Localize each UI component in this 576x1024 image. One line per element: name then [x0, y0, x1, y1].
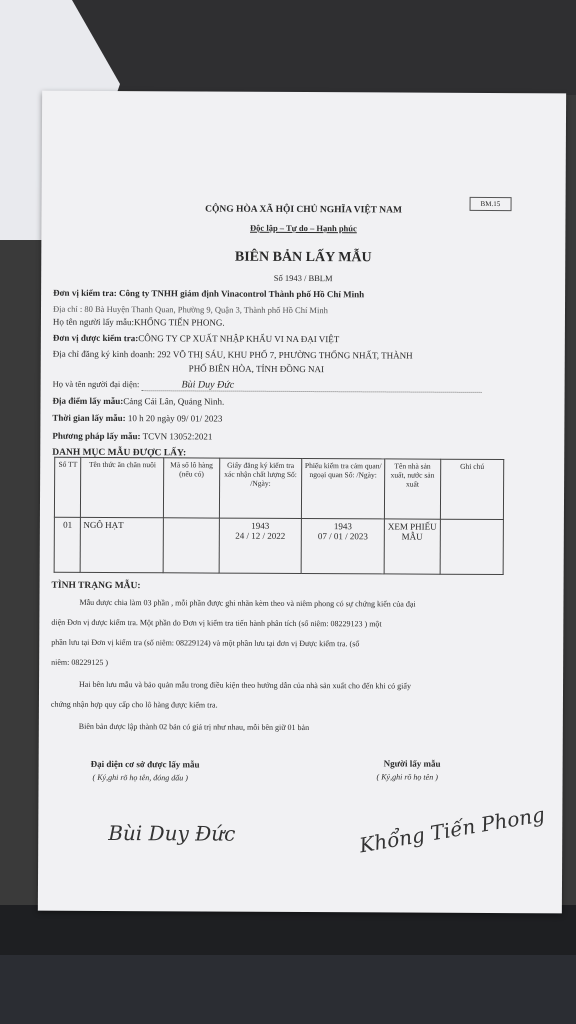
sampler-line: [53, 317, 225, 328]
left-signature-title: Đại diện cơ sở được lấy mẫu: [90, 758, 200, 770]
col-header-inspection: Phiếu kiểm tra cảm quan/ ngoại quan Số: /Ngày:: [302, 458, 385, 518]
sampler-label: Họ tên người lấy mẫu:: [52, 316, 135, 328]
sample-list-title: DANH MỤC MẪU ĐƯỢC LẤY:: [52, 447, 187, 459]
cell-producer: XEM PHIẾU MẪU: [384, 519, 440, 574]
time-label: Thời gian lấy mẫu:: [52, 412, 126, 424]
cell-note: [440, 519, 503, 574]
place-value: Cảng Cái Lân, Quảng Ninh.: [123, 396, 225, 407]
col-header-name: Tên thức ăn chăn nuôi: [81, 457, 164, 517]
motto: Độc lập – Tự do – Hạnh phúc: [250, 222, 357, 234]
method-line: [52, 431, 212, 442]
status-paragraph-1: [51, 593, 531, 676]
representative-line: [53, 379, 473, 393]
table-row: [54, 517, 503, 574]
right-signature-note: ( Ký,ghi rõ họ tên ): [376, 772, 438, 782]
registration-number: 1943: [251, 520, 270, 531]
cell-registration: [219, 518, 302, 573]
left-signature-note: ( Ký,ghi rõ họ tên, đóng dấu ): [92, 772, 188, 783]
time-value: 10 h 20 ngày 09/ 01/ 2023: [127, 413, 223, 424]
method-label: Phương pháp lấy mẫu:: [52, 430, 141, 442]
place-label: Địa điểm lấy mẫu:: [52, 395, 124, 407]
right-signature-title: Người lấy mẫu: [383, 758, 441, 769]
status-paragraph-2: [51, 675, 531, 718]
status-line-1: Mẫu được chia làm 03 phần , mỗi phần được ghi nhãn kèm theo và niêm phong có sự chứng kiến của đại: [79, 597, 416, 609]
representative-handwriting: Bùi Duy Đức: [141, 379, 481, 393]
col-header-registration: Giấy đăng ký kiểm tra xác nhận chất lượng Số: /Ngày:: [219, 458, 302, 518]
document-title: BIÊN BẢN LẤY MẪU: [234, 249, 372, 266]
right-signature-name: Khổng Tiến Phong: [357, 802, 547, 858]
inspected-label: Đơn vị được kiểm tra:: [52, 332, 139, 344]
col-header-lot: Mã số lô hàng (nếu có): [164, 458, 220, 518]
document-page: [38, 91, 566, 914]
cell-inspection: [301, 518, 384, 573]
cell-name: NGÔ HẠT: [81, 517, 164, 572]
inspector-label: Đơn vị kiểm tra:: [53, 287, 117, 299]
background-floor: [0, 955, 576, 1024]
table-header-row: [54, 457, 503, 519]
col-header-stt: Số TT: [54, 457, 81, 517]
status-line-4: niêm: 08229125 ): [51, 657, 109, 667]
inspector-address: Địa chỉ : 80 Bà Huyện Thanh Quan, Phường 9, Quận 3, Thành phố Hồ Chí Minh: [52, 303, 328, 316]
inspector-line: [53, 288, 364, 300]
inspected-address-line: [53, 349, 413, 361]
storage-line-2: chứng nhận hợp quy cấp cho lô hàng được kiểm tra.: [50, 699, 218, 710]
method-value: TCVN 13052:2021: [142, 431, 213, 442]
copies-note: Biên bản được lập thành 02 bản có giá trị như nhau, mỗi bên giữ 01 bản: [78, 721, 310, 733]
document-number: Số 1943 / BBLM: [273, 272, 333, 284]
status-title: TÌNH TRẠNG MẪU:: [51, 580, 141, 592]
form-code: BM.15: [470, 197, 512, 211]
representative-label: Họ và tên người đại diện:: [52, 378, 140, 390]
time-line: [52, 413, 222, 424]
inspected-value: CÔNG TY CP XUẤT NHẬP KHẨU VI NA ĐẠI VIỆT: [138, 333, 340, 345]
inspection-number: 1943: [333, 521, 352, 532]
sample-table: [54, 457, 505, 575]
sampler-name: KHỔNG TIẾN PHONG.: [134, 317, 225, 328]
address-label: Địa chỉ đăng ký kinh doanh:: [52, 348, 156, 360]
registration-date: 24 / 12 / 2022: [235, 530, 286, 541]
status-line-3: phần lưu tại Đơn vị kiểm tra (số niêm: 08229124) và một phần lưu tại đơn vị Được kiểm tra. (số: [51, 637, 360, 649]
cell-stt: 01: [54, 517, 81, 572]
place-line: [53, 396, 225, 407]
inspector-value: Công ty TNHH giám định Vinacontrol Thành phố Hồ Chí Minh: [119, 288, 365, 300]
col-header-producer: Tên nhà sản xuất, nước sản xuất: [384, 459, 440, 519]
status-line-2: diện Đơn vị được kiểm tra. Một phần do Đơn vị kiểm tra tiến hành phân tích (số niêm: 08229123 ) một: [51, 617, 382, 629]
storage-line-1: Hai bên lưu mẫu và bảo quản mẫu trong điều kiện theo hướng dẫn của nhà sản xuất cho đến khi có giấy: [79, 679, 411, 691]
country-header: CỘNG HÒA XÃ HỘI CHỦ NGHĨA VIỆT NAM: [205, 204, 402, 216]
address-value-1: 292 VÕ THỊ SÁU, KHU PHỐ 7, PHƯỜNG THỐNG NHẤT, THÀNH: [157, 349, 413, 361]
address-value-2: PHỐ BIÊN HÒA, TỈNH ĐỒNG NAI: [188, 363, 325, 375]
left-signature-name: Bùi Duy Đức: [108, 820, 236, 846]
cell-lot: [163, 518, 219, 573]
col-header-note: Ghi chú: [440, 459, 503, 519]
inspected-line: [53, 333, 340, 344]
inspection-date: 07 / 01 / 2023: [317, 531, 368, 542]
